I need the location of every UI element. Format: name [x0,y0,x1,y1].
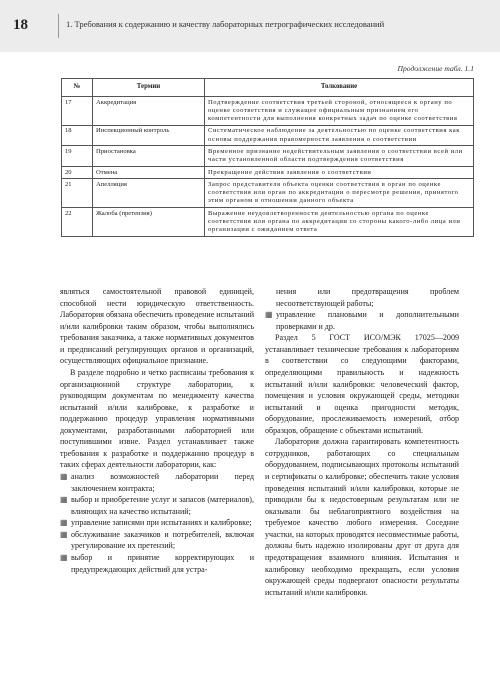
list-item [60,494,254,517]
row-definition: Временное признание недействительным заявления о соответствии всей или части установленной области подтверждения соответствия [205,146,474,167]
row-number: 21 [62,179,93,208]
left-column [60,286,254,575]
list-item-text: анализ возможностей лаборатории перед заключением контракта; [71,472,254,493]
body-paragraph: являться самостоятельной правовой единицей, способной нести юридическую ответственность. Лаборатория обязана обеспечить проведение испытаний и/или калибровки таким образом, чтобы выполнялись требования заказчика, а также нормативных документов и предписаний регулирующих органов и организаций, осуществляющих официальное признание. [60,287,254,366]
page-header [0,0,500,52]
header-divider [58,14,59,38]
row-definition: Выражение неудовлетворенности деятельностью органа по оценке соответствия или органа по аккредитации со стороны какого-либо лица или организации с ожиданием ответа [205,208,474,237]
row-number: 20 [62,167,93,179]
row-term: Апелляция [93,179,205,208]
body-paragraph: В разделе подробно и четко расписаны требования к организационной структуре лаборатории, к руководящим документам по менеджменту качества испытаний и/или калибровке, к разработке и поддержанию процедур управления нормативными документами, разработанными лабораторией или поступившими извне. Раздел устанавливает также требования к разработке и поддержанию процедур в таких сферах деятельности лаборатории, как: [60,367,254,470]
column-header-term: Термин [93,79,205,97]
table-continuation-label: Продолжение табл. 1.1 [397,64,474,73]
terms-table [61,78,474,237]
row-term: Аккредитация [93,97,205,126]
bullet-icon: ▦ [60,518,68,528]
row-number: 17 [62,97,93,126]
table-row [62,208,474,237]
row-number: 22 [62,208,93,237]
list-item [60,529,254,552]
list-item [60,471,254,494]
list-item-text: управление записями при испытаниях и калибровке; [71,518,252,528]
bullet-icon: ▦ [60,472,68,481]
page-number: 18 [13,17,28,33]
list-item-text: обслуживание заказчиков и потребителей, включая урегулирование их претензий; [71,529,254,551]
list-item-text: управление плановыми и дополнительными проверками и др. [276,310,459,331]
row-definition: Подтверждение соответствия третьей стороной, относящееся к органу по оценке соответствия и служащее официальным признанием его компетентности для выполнения конкретных задач по оценке соответствия [205,97,474,126]
table-row [62,179,474,208]
bullet-icon: ▦ [60,529,68,539]
table-row [62,97,474,126]
bullet-icon: ▦ [60,495,68,505]
row-definition: Систематическое наблюдение за деятельностью по оценке соответствия как основы поддержания правомерности заявления о соответствии [205,125,474,146]
list-item-continuation [265,286,459,309]
table-header-row [62,79,474,97]
row-definition: Запрос представителя объекта оценки соответствия в орган по оценке соответствия или орган по аккредитации о пересмотре решения, принятого этим органом в отношении данного объекта [205,179,474,208]
column-header-definition: Толкование [205,79,474,97]
list-item [60,517,254,529]
list-item-text: выбор и приобретение услуг и запасов (материалов), влияющих на качество испытаний; [71,495,254,516]
list-item-text: нения или предотвращения проблем несоответствующей работы; [276,287,459,308]
table-row [62,146,474,167]
row-number: 18 [62,125,93,146]
list-item-text: выбор и принятие корректирующих и предупреждающих действий для устра- [71,552,254,574]
bullet-icon: ▦ [60,552,68,562]
table-row [62,125,474,146]
table-row [62,167,474,179]
bullet-icon: ▦ [265,310,273,320]
row-term: Инспекционный контроль [93,125,205,146]
column-header-number: № [62,79,93,97]
row-term: Приостановка [93,146,205,167]
running-head: 1. Требования к содержанию и качеству лабораторных петрографических исследований [66,19,385,29]
body-paragraph: Лаборатория должна гарантировать компетентность сотрудников, работающих со специальным оборудованием, подписывающих протоколы испытаний и сертификаты о калибровке; обеспечить такие условия проведения испытаний и/или калибровки, которые не приводили бы к недостоверным результатам или не оказывали бы неблагоприятного воздействия на требуемое качество любого измерения. Соседние участки, на которых проводятся несовместимые работы, должны быть надежно изолированы друг от друга для предотвращения взаимного влияния. Испытания и калибровку необходимо прекращать, если условия окружающей среды подвергают опасности результаты испытаний и/или калибровки. [265,437,459,597]
right-column [265,286,459,598]
list-item [265,309,459,332]
row-definition: Прекращение действия заявления о соответствии [205,167,474,179]
row-number: 19 [62,146,93,167]
row-term: Отмена [93,167,205,179]
list-item [60,552,254,575]
body-paragraph: Раздел 5 ГОСТ ИСО/МЭК 17025—2009 устанавливает технические требования к лабораториям в соответствии со следующими факторами, определяющими правильность и надежность испытаний и/или калибровки: человеческий фактор, помещения и условия окружающей среды, методики испытаний и оценка пригодности методик, оборудование, прослеживаемость измерений, отбор образцов, обращение с объектами испытаний. [265,333,459,435]
row-term: Жалоба (претензия) [93,208,205,237]
